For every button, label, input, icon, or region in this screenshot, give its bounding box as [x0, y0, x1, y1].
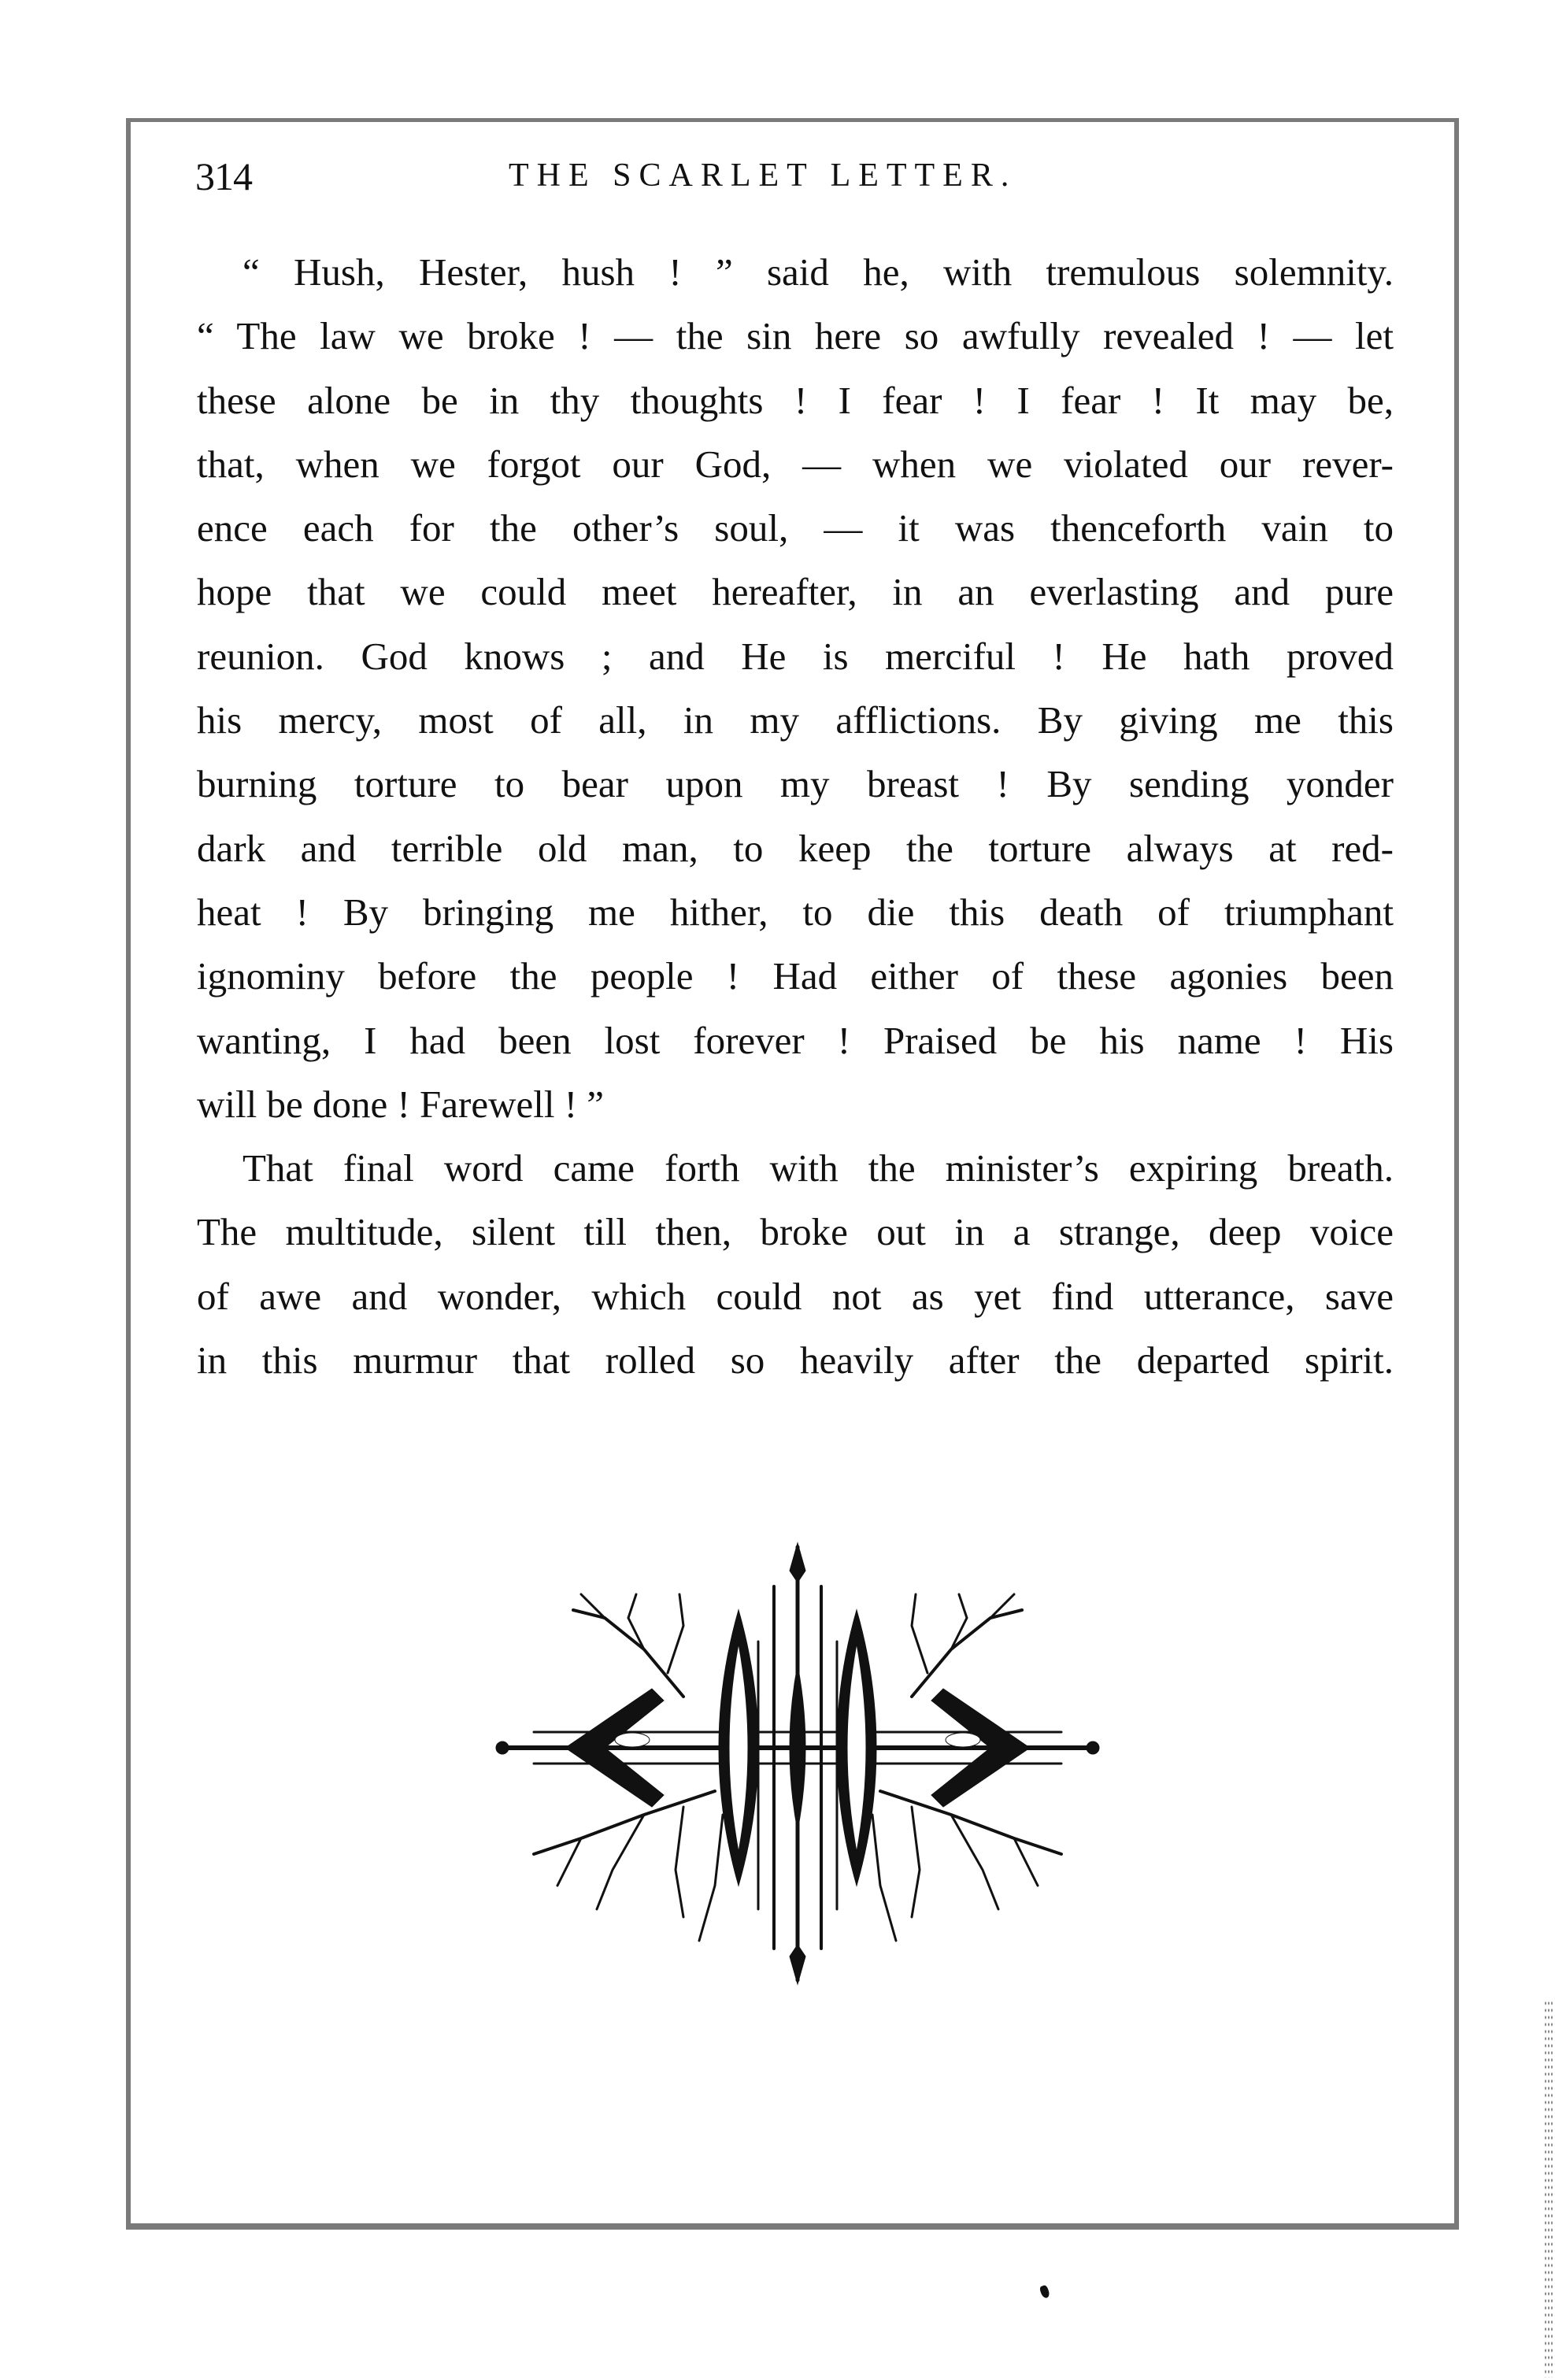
text-line: dark and terrible old man, to keep the torture always at red- [197, 826, 1394, 870]
body-text [197, 240, 1394, 1392]
scan-edge-noise [1544, 2000, 1553, 2378]
text-line: “ Hush, Hester, hush ! ” said he, with tremulous solemnity. [243, 250, 1394, 294]
text-line: these alone be in thy thoughts ! I fear ! I fear ! It may be, [197, 378, 1394, 422]
running-head [195, 154, 1408, 201]
running-title: THE SCARLET LETTER. [509, 157, 1017, 194]
text-line: his mercy, most of all, in my afflictions. By giving me this [197, 698, 1394, 742]
text-line: That final word came forth with the minister’s expiring breath. [243, 1146, 1394, 1190]
text-line: burning torture to bear upon my breast ! By sending yonder [197, 762, 1394, 806]
text-line: wanting, I had been lost forever ! Praised be his name ! His [197, 1018, 1394, 1062]
text-line: in this murmur that rolled so heavily after the departed spirit. [197, 1338, 1394, 1382]
text-line: ignominy before the people ! Had either of these agonies been [197, 954, 1394, 998]
text-line: ence each for the other’s soul, — it was thenceforth vain to [197, 506, 1394, 550]
tailpiece-ornament-icon [487, 1539, 1109, 1988]
text-line: heat ! By bringing me hither, to die this death of triumphant [197, 890, 1394, 934]
text-line: reunion. God knows ; and He is merciful ! He hath proved [197, 634, 1394, 678]
page-number: 314 [195, 154, 252, 198]
text-line: that, when we forgot our God, — when we violated our rever- [197, 442, 1394, 486]
text-line: The multitude, silent till then, broke out in a strange, deep voice [197, 1210, 1394, 1254]
text-line: will be done ! Farewell ! ” [197, 1082, 605, 1126]
text-line: of awe and wonder, which could not as yet find utterance, save [197, 1274, 1394, 1318]
paragraph-2 [197, 1136, 1394, 1392]
ink-speck [1039, 2285, 1051, 2299]
paragraph-1 [197, 240, 1394, 1136]
text-line: “ The law we broke ! — the sin here so awfully revealed ! — let [197, 314, 1394, 358]
text-line: hope that we could meet hereafter, in an everlasting and pure [197, 570, 1394, 614]
